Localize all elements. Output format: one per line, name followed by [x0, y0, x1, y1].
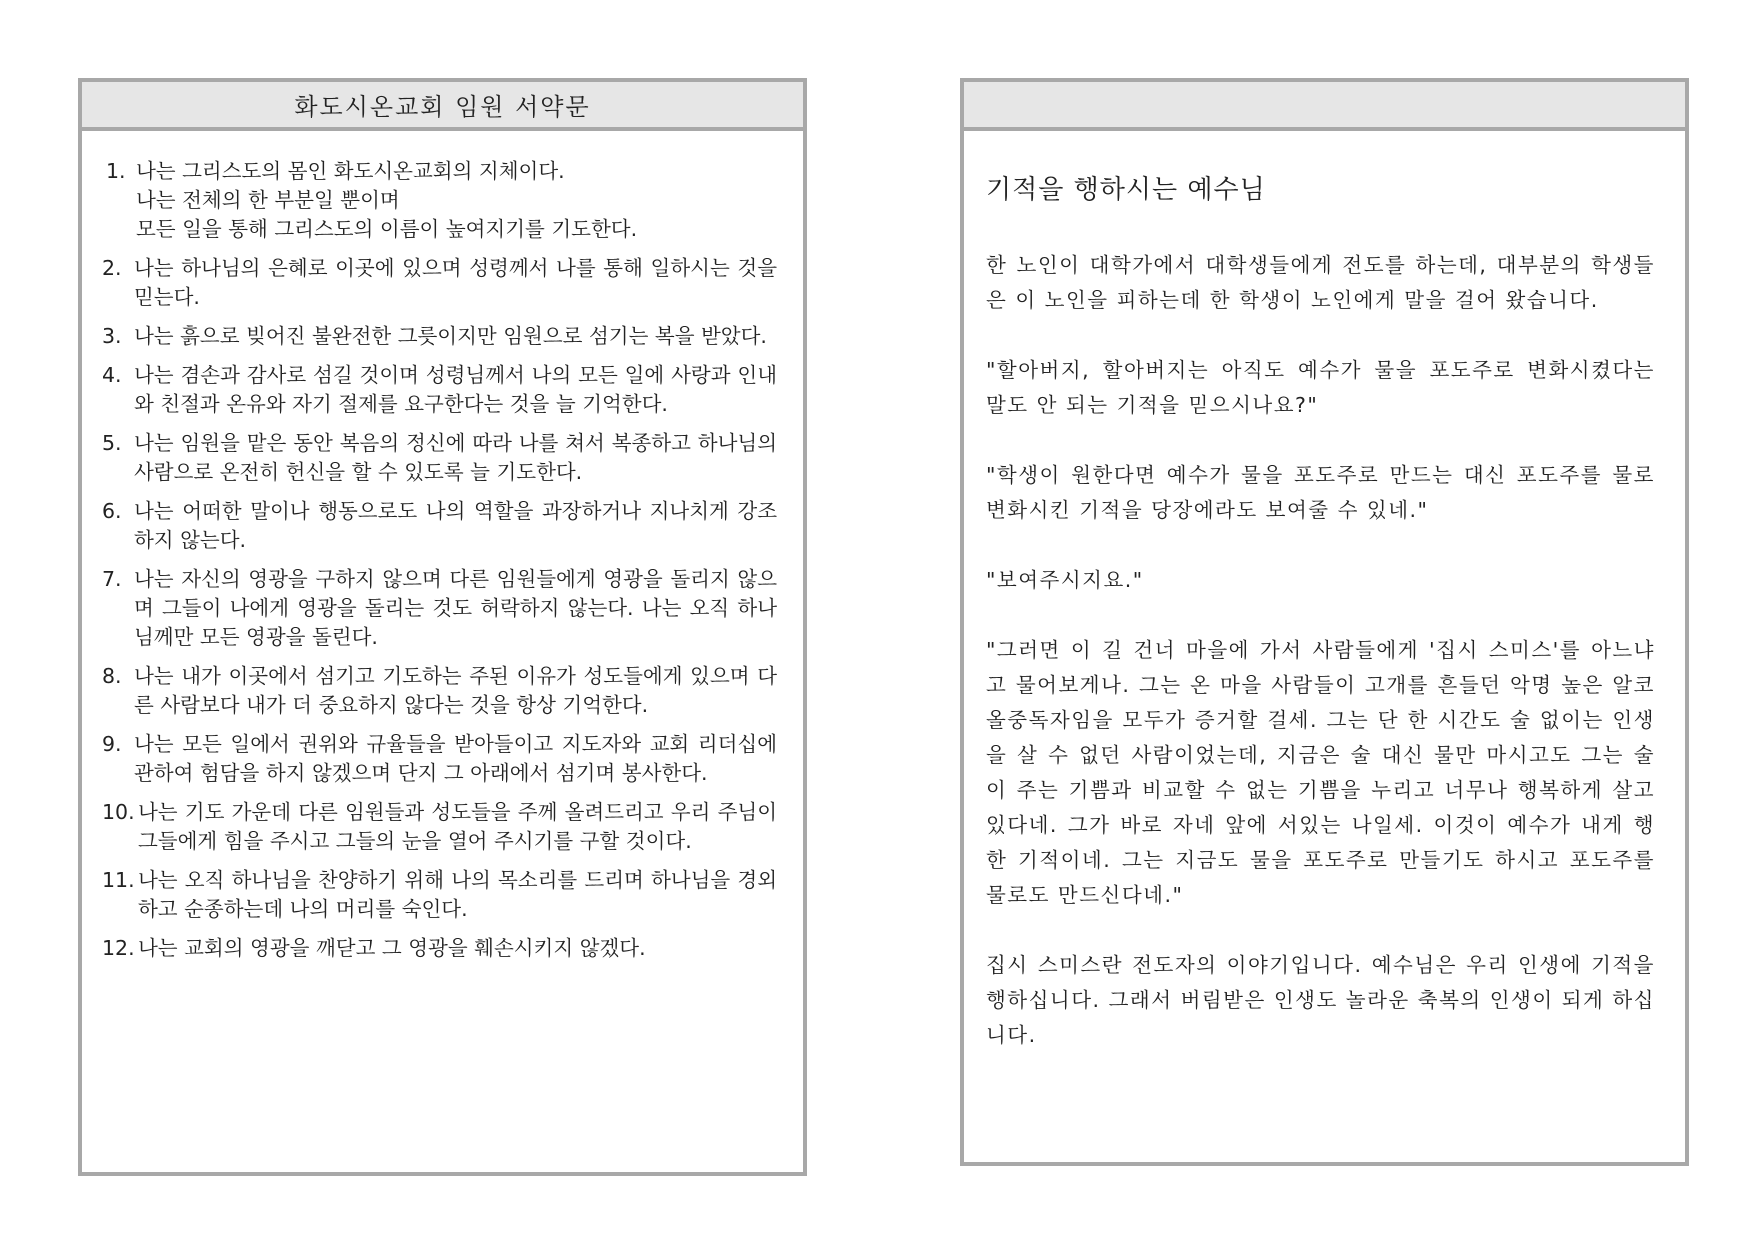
oath-item-number: 11. — [102, 868, 135, 892]
oath-item-10 — [100, 798, 777, 856]
oath-item-number: 9. — [102, 732, 122, 756]
story-panel — [960, 78, 1689, 1166]
story-paragraph: "그러면 이 길 건너 마을에 가서 사람들에게 '집시 스미스'를 아느냐고 물어보게나. 그는 온 마을 사람들이 고개를 흔들던 악명 높은 알코올중독자임을 모두가 증거할 걸세. 그는 단 한 시간도 술 없이는 인생을 살 수 없던 사람이었는데, 지금은 술 대신 물만 마시고도 그는 술이 주는 기쁨과 비교할 수 없는 기쁨을 누리고 너무나 행복하게 살고 있다네. 그가 바로 자네 앞에 서있는 나일세. 이것이 예수가 내게 행한 기적이네. 그는 지금도 물을 포도주로 만들기도 하시고 포도주를 물로도 만드신다네." — [986, 638, 1655, 907]
oath-item-line: 모든 일을 통해 그리스도의 이름이 높여지기를 기도한다. — [136, 217, 638, 241]
oath-item-number: 12. — [102, 936, 135, 960]
oath-item-text: 나는 어떠한 말이나 행동으로도 나의 역할을 과장하거나 지나치게 강조하지 않는다. — [134, 499, 777, 552]
oath-item-text: 나는 하나님의 은혜로 이곳에 있으며 성령께서 나를 통해 일하시는 것을 믿는다. — [134, 256, 777, 309]
oath-item-number: 8. — [102, 664, 122, 688]
oath-item-5 — [100, 429, 777, 487]
oath-item-text: 나는 흙으로 빚어진 불완전한 그릇이지만 임원으로 섬기는 복을 받았다. — [134, 324, 767, 348]
oath-item-1 — [100, 157, 777, 244]
oath-item-number: 10. — [102, 800, 135, 824]
oath-item-12 — [100, 934, 777, 963]
oath-item-4 — [100, 361, 777, 419]
oath-item-2 — [100, 254, 777, 312]
oath-item-text: 나는 임원을 맡은 동안 복음의 정신에 따라 나를 쳐서 복종하고 하나님의 사람으로 온전히 헌신을 할 수 있도록 늘 기도한다. — [134, 431, 777, 484]
story-paragraph: "할아버지, 할아버지는 아직도 예수가 물을 포도주로 변화시켰다는 말도 안 되는 기적을 믿으시나요?" — [986, 358, 1655, 417]
oath-item-line: 나는 전체의 한 부분일 뿐이며 — [136, 188, 400, 212]
story-paragraph: 한 노인이 대학가에서 대학생들에게 전도를 하는데, 대부분의 학생들은 이 노인을 피하는데 한 학생이 노인에게 말을 걸어 왔습니다. — [986, 253, 1655, 312]
story-paragraph: "학생이 원한다면 예수가 물을 포도주로 만드는 대신 포도주를 물로 변화시킨 기적을 당장에라도 보여줄 수 있네." — [986, 463, 1655, 522]
oath-item-text: 나는 내가 이곳에서 섬기고 기도하는 주된 이유가 성도들에게 있으며 다른 사람보다 내가 더 중요하지 않다는 것을 항상 기억한다. — [134, 664, 777, 717]
oath-item-number: 6. — [102, 499, 122, 523]
oath-item-text: 나는 자신의 영광을 구하지 않으며 다른 임원들에게 영광을 돌리지 않으며 그들이 나에게 영광을 돌리는 것도 허락하지 않는다. 나는 오직 하나님께만 모든 영광을 돌린다. — [134, 567, 777, 649]
oath-item-text: 나는 기도 가운데 다른 임원들과 성도들을 주께 올려드리고 우리 주님이 그들에게 힘을 주시고 그들의 눈을 열어 주시기를 구할 것이다. — [138, 800, 777, 853]
story-body — [964, 131, 1685, 1053]
oath-item-line: 나는 그리스도의 몸인 화도시온교회의 지체이다. — [136, 159, 565, 183]
oath-panel — [78, 78, 807, 1176]
oath-item-number: 5. — [102, 431, 122, 455]
oath-list — [100, 157, 777, 963]
oath-item-text: 나는 교회의 영광을 깨닫고 그 영광을 훼손시키지 않겠다. — [138, 936, 646, 960]
oath-item-6 — [100, 497, 777, 555]
oath-title: 화도시온교회 임원 서약문 — [82, 82, 803, 131]
oath-item-text: 나는 오직 하나님을 찬양하기 위해 나의 목소리를 드리며 하나님을 경외하고 순종하는데 나의 머리를 숙인다. — [138, 868, 777, 921]
oath-item-number: 4. — [102, 363, 122, 387]
oath-item-text: 나는 모든 일에서 권위와 규율들을 받아들이고 지도자와 교회 리더십에 관하여 험담을 하지 않겠으며 단지 그 아래에서 섬기며 봉사한다. — [134, 732, 777, 785]
oath-item-8 — [100, 662, 777, 720]
oath-item-11 — [100, 866, 777, 924]
oath-item-number: 1. — [106, 159, 126, 183]
story-panel-header — [964, 82, 1685, 131]
story-paragraph: 집시 스미스란 전도자의 이야기입니다. 예수님은 우리 인생에 기적을 행하십니다. 그래서 버림받은 인생도 놀라운 축복의 인생이 되게 하십니다. — [986, 953, 1655, 1047]
oath-item-3 — [100, 322, 777, 351]
oath-body — [82, 131, 803, 963]
oath-item-number: 3. — [102, 324, 122, 348]
oath-item-number: 2. — [102, 256, 122, 280]
story-paragraph: "보여주시지요." — [986, 568, 1144, 592]
story-title: 기적을 행하시는 예수님 — [986, 175, 1266, 205]
oath-item-text: 나는 겸손과 감사로 섬길 것이며 성령님께서 나의 모든 일에 사랑과 인내와 친절과 온유와 자기 절제를 요구한다는 것을 늘 기억한다. — [134, 363, 777, 416]
oath-item-number: 7. — [102, 567, 122, 591]
oath-item-9 — [100, 730, 777, 788]
oath-item-7 — [100, 565, 777, 652]
